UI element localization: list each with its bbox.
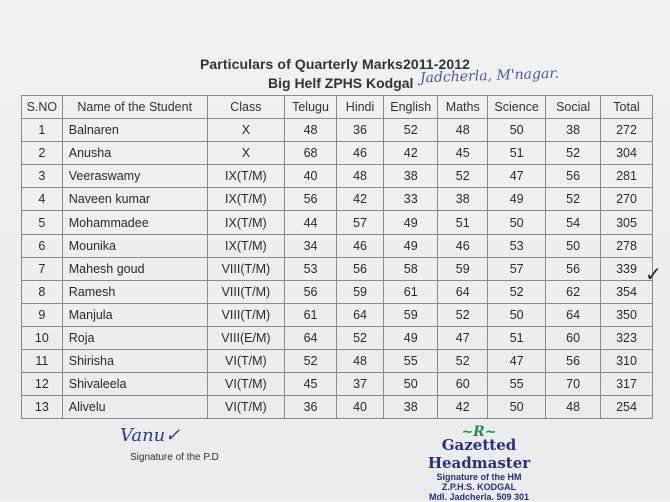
student-name-cell: Mohammadee	[62, 211, 207, 234]
science-marks-cell: 57	[488, 257, 546, 280]
science-marks-cell: 50	[488, 119, 546, 142]
column-header: Science	[488, 96, 546, 119]
hindi-marks-cell: 59	[336, 280, 383, 303]
column-header: Telugu	[285, 96, 337, 119]
maths-marks-cell: 52	[438, 165, 488, 188]
telugu-marks-cell: 56	[285, 280, 337, 303]
telugu-marks-cell: 52	[285, 350, 337, 373]
maths-marks-cell: 51	[438, 211, 488, 234]
hindi-marks-cell: 46	[336, 142, 383, 165]
total-marks-cell: 339	[601, 257, 653, 280]
total-marks-cell: 305	[601, 211, 653, 234]
social-marks-cell: 64	[546, 303, 601, 326]
total-marks-cell: 254	[601, 396, 653, 419]
maths-marks-cell: 45	[438, 142, 488, 165]
english-marks-cell: 42	[384, 142, 438, 165]
table-row	[22, 211, 653, 234]
class-cell: X	[207, 142, 284, 165]
english-marks-cell: 38	[384, 165, 438, 188]
table-row	[22, 326, 653, 349]
handwritten-place-note: Jadcherla, M'nagar.	[419, 65, 560, 87]
class-cell: VIII(T/M)	[207, 280, 284, 303]
total-marks-cell: 317	[601, 373, 653, 396]
student-name-cell: Naveen kumar	[62, 188, 207, 211]
hindi-marks-cell: 64	[336, 303, 383, 326]
table-row	[22, 165, 653, 188]
serial-number-cell: 12	[22, 373, 63, 396]
maths-marks-cell: 52	[438, 350, 488, 373]
pd-signature-label: Signature of the P.D	[130, 452, 219, 463]
class-cell: VI(T/M)	[207, 350, 284, 373]
column-header: English	[384, 96, 438, 119]
science-marks-cell: 50	[488, 303, 546, 326]
check-mark-icon: ✓	[645, 262, 662, 286]
hindi-marks-cell: 52	[336, 326, 383, 349]
class-cell: VIII(T/M)	[207, 303, 284, 326]
english-marks-cell: 58	[384, 257, 438, 280]
social-marks-cell: 70	[546, 373, 601, 396]
maths-marks-cell: 52	[438, 303, 488, 326]
telugu-marks-cell: 34	[285, 234, 337, 257]
table-row	[22, 234, 653, 257]
science-marks-cell: 47	[488, 350, 546, 373]
english-marks-cell: 59	[384, 303, 438, 326]
telugu-marks-cell: 53	[285, 257, 337, 280]
english-marks-cell: 38	[384, 396, 438, 419]
telugu-marks-cell: 45	[285, 373, 337, 396]
serial-number-cell: 1	[22, 119, 63, 142]
serial-number-cell: 3	[22, 165, 63, 188]
student-name-cell: Anusha	[62, 142, 207, 165]
class-cell: VI(T/M)	[207, 396, 284, 419]
telugu-marks-cell: 36	[285, 396, 337, 419]
total-marks-cell: 278	[601, 234, 653, 257]
social-marks-cell: 56	[546, 350, 601, 373]
table-row	[22, 142, 653, 165]
english-marks-cell: 49	[384, 211, 438, 234]
class-cell: IX(T/M)	[207, 188, 284, 211]
maths-marks-cell: 64	[438, 280, 488, 303]
headmaster-stamp	[404, 424, 554, 502]
serial-number-cell: 4	[22, 188, 63, 211]
serial-number-cell: 8	[22, 280, 63, 303]
serial-number-cell: 7	[22, 257, 63, 280]
social-marks-cell: 54	[546, 211, 601, 234]
serial-number-cell: 11	[22, 350, 63, 373]
telugu-marks-cell: 48	[285, 119, 337, 142]
maths-marks-cell: 47	[438, 326, 488, 349]
social-marks-cell: 62	[546, 280, 601, 303]
maths-marks-cell: 38	[438, 188, 488, 211]
column-header: Maths	[438, 96, 488, 119]
maths-marks-cell: 46	[438, 234, 488, 257]
science-marks-cell: 51	[488, 326, 546, 349]
social-marks-cell: 48	[546, 396, 601, 419]
total-marks-cell: 354	[601, 280, 653, 303]
social-marks-cell: 56	[546, 257, 601, 280]
hindi-marks-cell: 56	[336, 257, 383, 280]
english-marks-cell: 52	[384, 119, 438, 142]
english-marks-cell: 61	[384, 280, 438, 303]
telugu-marks-cell: 61	[285, 303, 337, 326]
table-row	[22, 373, 653, 396]
total-marks-cell: 281	[601, 165, 653, 188]
total-marks-cell: 323	[601, 326, 653, 349]
class-cell: VIII(E/M)	[207, 326, 284, 349]
telugu-marks-cell: 56	[285, 188, 337, 211]
class-cell: IX(T/M)	[207, 165, 284, 188]
table-row	[22, 119, 653, 142]
school-stamp-name: Z.P.H.S. KODGAL	[441, 482, 517, 492]
english-marks-cell: 50	[384, 373, 438, 396]
serial-number-cell: 10	[22, 326, 63, 349]
student-name-cell: Mahesh goud	[62, 257, 207, 280]
student-name-cell: Mounika	[62, 234, 207, 257]
table-row	[22, 188, 653, 211]
telugu-marks-cell: 68	[285, 142, 337, 165]
total-marks-cell: 304	[601, 142, 653, 165]
column-header: Class	[207, 96, 284, 119]
student-name-cell: Veeraswamy	[62, 165, 207, 188]
hindi-marks-cell: 48	[336, 165, 383, 188]
science-marks-cell: 49	[488, 188, 546, 211]
science-marks-cell: 53	[488, 234, 546, 257]
hindi-marks-cell: 46	[336, 234, 383, 257]
headmaster-signature-label: Signature of the HM	[436, 472, 522, 482]
headmaster-signature: ~R~	[461, 424, 497, 440]
english-marks-cell: 55	[384, 350, 438, 373]
column-header: Total	[601, 96, 653, 119]
english-marks-cell: 49	[384, 326, 438, 349]
social-marks-cell: 52	[546, 142, 601, 165]
class-cell: IX(T/M)	[207, 234, 284, 257]
hindi-marks-cell: 42	[336, 188, 383, 211]
class-cell: VI(T/M)	[207, 373, 284, 396]
hindi-marks-cell: 40	[336, 396, 383, 419]
table-row	[22, 257, 653, 280]
science-marks-cell: 52	[488, 280, 546, 303]
social-marks-cell: 38	[546, 119, 601, 142]
maths-marks-cell: 48	[438, 119, 488, 142]
student-name-cell: Manjula	[62, 303, 207, 326]
table-row	[22, 280, 653, 303]
science-marks-cell: 50	[488, 211, 546, 234]
english-marks-cell: 49	[384, 234, 438, 257]
marks-table-body	[22, 119, 653, 419]
social-marks-cell: 50	[546, 234, 601, 257]
telugu-marks-cell: 44	[285, 211, 337, 234]
telugu-marks-cell: 40	[285, 165, 337, 188]
social-marks-cell: 52	[546, 188, 601, 211]
pd-signature: Vanu✓	[120, 425, 181, 446]
headmaster-title: Gazetted Headmaster	[427, 436, 531, 472]
column-header: Social	[546, 96, 601, 119]
hindi-marks-cell: 57	[336, 211, 383, 234]
science-marks-cell: 50	[488, 396, 546, 419]
table-row	[22, 396, 653, 419]
science-marks-cell: 47	[488, 165, 546, 188]
column-header: S.NO	[22, 96, 63, 119]
telugu-marks-cell: 64	[285, 326, 337, 349]
maths-marks-cell: 60	[438, 373, 488, 396]
serial-number-cell: 9	[22, 303, 63, 326]
student-name-cell: Balnaren	[62, 119, 207, 142]
hindi-marks-cell: 48	[336, 350, 383, 373]
english-marks-cell: 33	[384, 188, 438, 211]
science-marks-cell: 51	[488, 142, 546, 165]
maths-marks-cell: 59	[438, 257, 488, 280]
class-cell: VIII(T/M)	[207, 257, 284, 280]
hindi-marks-cell: 36	[336, 119, 383, 142]
total-marks-cell: 310	[601, 350, 653, 373]
total-marks-cell: 272	[601, 119, 653, 142]
student-name-cell: Ramesh	[62, 280, 207, 303]
social-marks-cell: 56	[546, 165, 601, 188]
table-row	[22, 350, 653, 373]
hindi-marks-cell: 37	[336, 373, 383, 396]
serial-number-cell: 5	[22, 211, 63, 234]
school-stamp-address: Mdl. Jadcherla. 509 301	[428, 492, 530, 502]
marks-table	[21, 95, 653, 419]
table-row	[22, 303, 653, 326]
column-header: Name of the Student	[62, 96, 207, 119]
serial-number-cell: 6	[22, 234, 63, 257]
student-name-cell: Shivaleela	[62, 373, 207, 396]
document-title: Particulars of Quarterly Marks2011-2012	[199, 56, 471, 72]
total-marks-cell: 350	[601, 303, 653, 326]
social-marks-cell: 60	[546, 326, 601, 349]
column-header: Hindi	[336, 96, 383, 119]
table-header-row	[22, 96, 653, 119]
student-name-cell: Alivelu	[62, 396, 207, 419]
student-name-cell: Shirisha	[62, 350, 207, 373]
science-marks-cell: 55	[488, 373, 546, 396]
student-name-cell: Roja	[62, 326, 207, 349]
total-marks-cell: 270	[601, 188, 653, 211]
class-cell: IX(T/M)	[207, 211, 284, 234]
serial-number-cell: 13	[22, 396, 63, 419]
school-name: Big Helf ZPHS Kodgal	[268, 75, 414, 91]
serial-number-cell: 2	[22, 142, 63, 165]
maths-marks-cell: 42	[438, 396, 488, 419]
class-cell: X	[207, 119, 284, 142]
